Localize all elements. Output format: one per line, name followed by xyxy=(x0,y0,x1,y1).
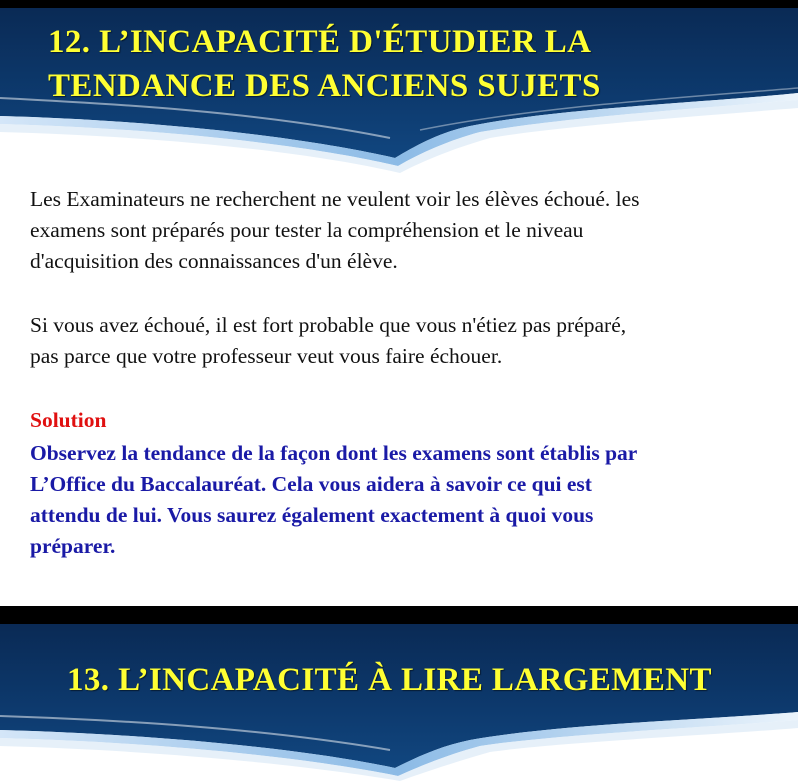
slide-12 xyxy=(0,8,798,606)
solution-line: L’Office du Baccalauréat. Cela vous aidera à savoir ce qui est xyxy=(30,472,592,496)
title-line-1: 12. L’INCAPACITÉ D'ÉTUDIER LA xyxy=(48,24,592,60)
paragraph-line: d'acquisition des connaissances d'un élève. xyxy=(30,249,398,273)
header-wave-background xyxy=(0,624,798,781)
solution-heading: Solution xyxy=(30,408,107,432)
title-line-2: TENDANCE DES ANCIENS SUJETS xyxy=(48,68,601,104)
solution-text xyxy=(30,438,790,562)
slide-title xyxy=(48,20,768,108)
paragraph-failed xyxy=(30,310,790,372)
slide-header xyxy=(0,8,798,178)
solution-line: attendu de lui. Vous saurez également exactement à quoi vous xyxy=(30,503,594,527)
slide-content xyxy=(30,184,790,562)
solution-line: Observez la tendance de la façon dont les examens sont établis par xyxy=(30,441,638,465)
paragraph-examiners xyxy=(30,184,790,277)
solution-line: préparer. xyxy=(30,534,116,558)
paragraph-line: pas parce que votre professeur veut vous faire échouer. xyxy=(30,344,503,368)
paragraph-line: Si vous avez échoué, il est fort probable que vous n'étiez pas préparé, xyxy=(30,313,627,337)
slide-title: 13. L’INCAPACITÉ À LIRE LARGEMENT xyxy=(67,662,712,698)
paragraph-line: examens sont préparés pour tester la compréhension et le niveau xyxy=(30,218,584,242)
slide-13 xyxy=(0,624,798,781)
paragraph-line: Les Examinateurs ne recherchent ne veulent voir les élèves échoué. les xyxy=(30,187,640,211)
